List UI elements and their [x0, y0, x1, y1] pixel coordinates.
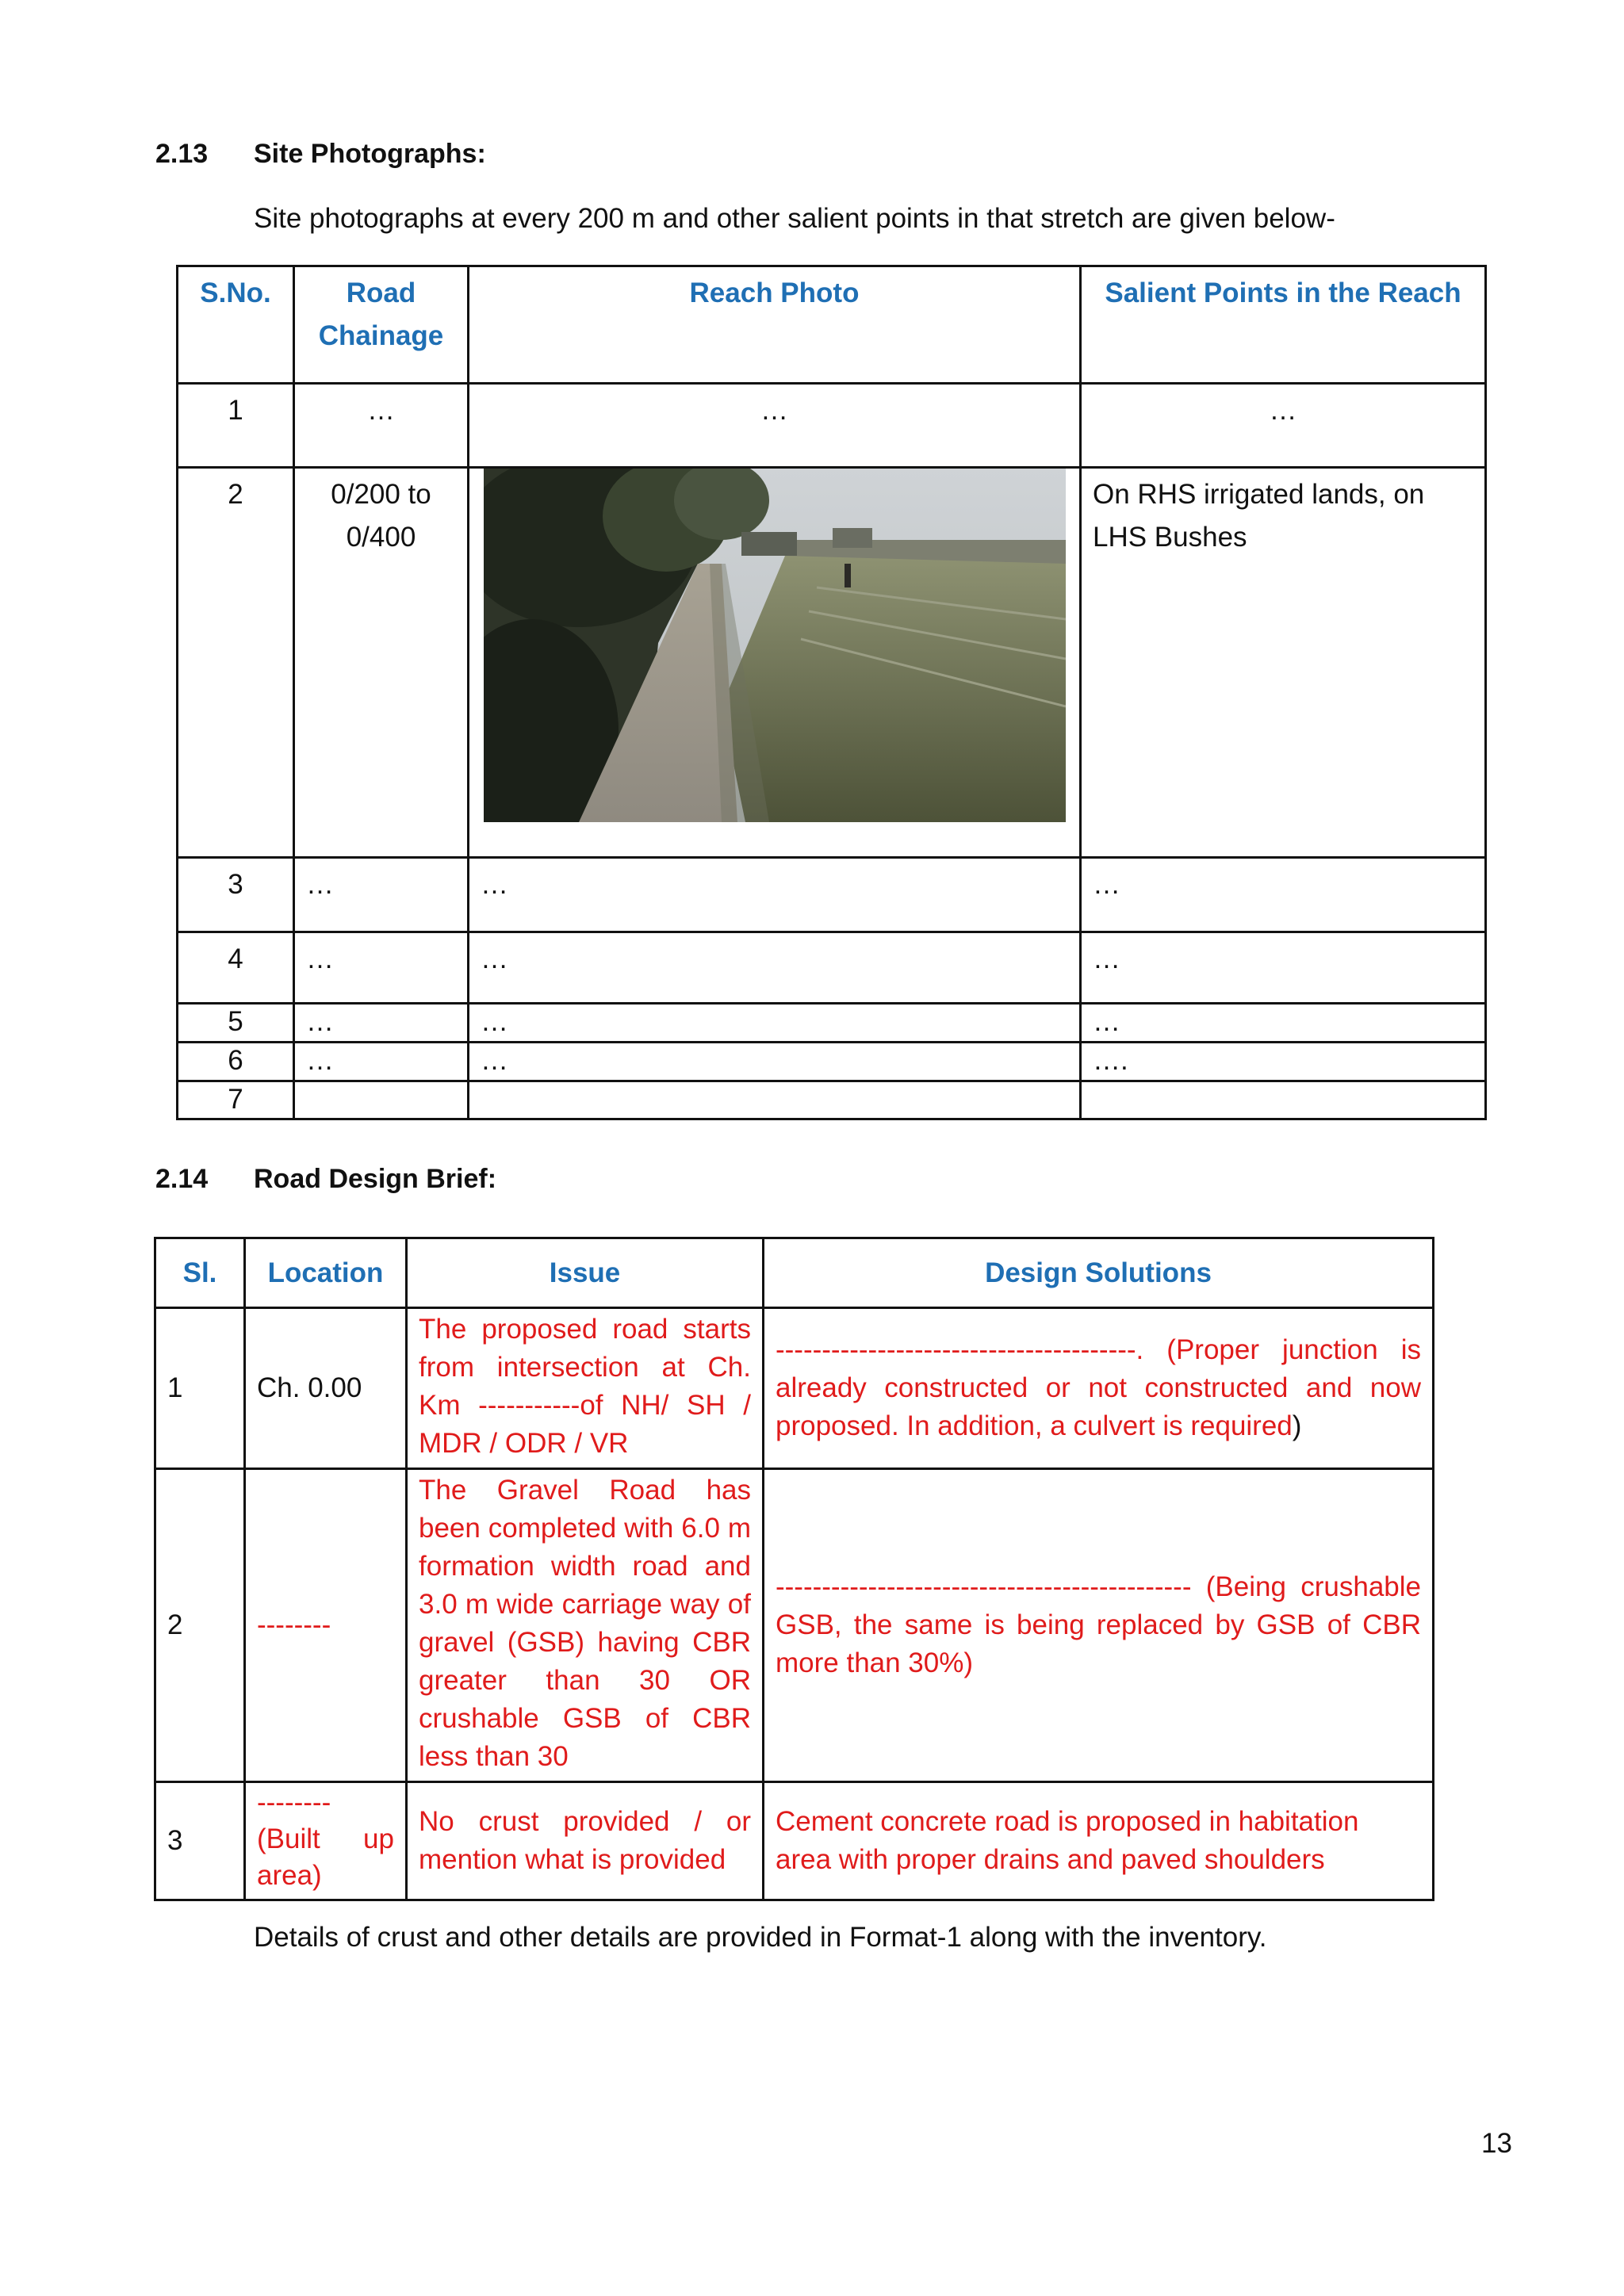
site-photographs-table — [176, 265, 1487, 1120]
section-number-2-13: 2.13 — [155, 139, 209, 169]
cell-sno: 3 — [178, 858, 294, 932]
location-dashes: -------- — [257, 1787, 331, 1818]
header-salient-points: Salient Points in the Reach — [1081, 266, 1486, 384]
footer-note: Details of crust and other details are provided in Format-1 along with the inventory. — [254, 1922, 1267, 1953]
table-row — [178, 384, 1486, 468]
cell-location: Ch. 0.00 — [245, 1308, 407, 1469]
location-text: (Built up area) — [257, 1823, 394, 1891]
table-header-row — [155, 1238, 1434, 1308]
cell-photo: … — [469, 858, 1081, 932]
table-row — [178, 1004, 1486, 1043]
cell-issue: No crust provided / or mention what is provided — [407, 1782, 764, 1900]
cell-chainage: … — [294, 1004, 469, 1043]
table-row — [178, 468, 1486, 858]
cell-salient: …. — [1081, 1043, 1486, 1081]
cell-design-solution — [764, 1469, 1434, 1782]
section-intro: Site photographs at every 200 m and other salient points in that stretch are given below- — [254, 203, 1335, 234]
section-title-road-design-brief: Road Design Brief: — [254, 1164, 497, 1194]
cell-salient — [1081, 1081, 1486, 1119]
header-sl: Sl. — [155, 1238, 245, 1308]
table-row — [178, 1043, 1486, 1081]
header-reach-photo: Reach Photo — [469, 266, 1081, 384]
table-row — [155, 1782, 1434, 1900]
header-design-solutions: Design Solutions — [764, 1238, 1434, 1308]
cell-issue: The proposed road starts from intersection at Ch. Km -----------of NH/ SH / MDR / ODR / VR — [407, 1308, 764, 1469]
cell-photo — [469, 1081, 1081, 1119]
cell-chainage: … — [294, 384, 469, 468]
cell-sno: 1 — [178, 384, 294, 468]
cell-photo: … — [469, 1004, 1081, 1043]
table-row — [155, 1308, 1434, 1469]
section-number-2-14: 2.14 — [155, 1164, 209, 1194]
cell-location — [245, 1782, 407, 1900]
cell-chainage: … — [294, 858, 469, 932]
cell-photo: … — [469, 1043, 1081, 1081]
cell-salient: On RHS irrigated lands, on LHS Bushes — [1081, 468, 1486, 858]
cell-location: -------- — [245, 1469, 407, 1782]
cell-sno: 4 — [178, 932, 294, 1004]
cell-sl: 3 — [155, 1782, 245, 1900]
cell-sno: 6 — [178, 1043, 294, 1081]
header-location: Location — [245, 1238, 407, 1308]
table-row — [178, 1081, 1486, 1119]
cell-sno: 2 — [178, 468, 294, 858]
table-row — [155, 1469, 1434, 1782]
cell-salient: … — [1081, 384, 1486, 468]
solution-text: --------------------------------------------- (Being crushable GSB, the same is being replaced by GSB of CBR more than 30%) — [776, 1571, 1421, 1678]
reach-photo-image — [484, 469, 1066, 822]
cell-salient: … — [1081, 932, 1486, 1004]
cell-salient: … — [1081, 858, 1486, 932]
section-title-site-photographs: Site Photographs: — [254, 139, 486, 169]
cell-chainage: … — [294, 932, 469, 1004]
header-sno: S.No. — [178, 266, 294, 384]
cell-sl: 1 — [155, 1308, 245, 1469]
road-design-brief-table — [154, 1237, 1434, 1901]
header-issue: Issue — [407, 1238, 764, 1308]
cell-sno: 5 — [178, 1004, 294, 1043]
road-photo-graphic — [484, 469, 1066, 822]
table-row — [178, 932, 1486, 1004]
page-number: 13 — [1481, 2128, 1512, 2159]
cell-photo — [469, 468, 1081, 858]
cell-sno: 7 — [178, 1081, 294, 1119]
cell-salient: … — [1081, 1004, 1486, 1043]
cell-photo: … — [469, 932, 1081, 1004]
cell-chainage: … — [294, 1043, 469, 1081]
cell-photo: … — [469, 384, 1081, 468]
cell-chainage — [294, 1081, 469, 1119]
cell-issue: The Gravel Road has been completed with 6.0 m formation width road and 3.0 m wide carriage way of gravel (GSB) having CBR greater than 30 OR crushable GSB of CBR less than 30 — [407, 1469, 764, 1782]
solution-text: ---------------------------------------. (Proper junction is already constructed or not constructed and now proposed. In addition, a culvert is required — [776, 1334, 1421, 1441]
cell-chainage: 0/200 to 0/400 — [294, 468, 469, 858]
solution-text-tail: ) — [1292, 1410, 1302, 1441]
cell-sl: 2 — [155, 1469, 245, 1782]
header-road-chainage: Road Chainage — [294, 266, 469, 384]
table-header-row — [178, 266, 1486, 384]
table-row — [178, 858, 1486, 932]
cell-design-solution — [764, 1308, 1434, 1469]
cell-design-solution: Cement concrete road is proposed in habitation area with proper drains and paved shoulders — [764, 1782, 1434, 1900]
